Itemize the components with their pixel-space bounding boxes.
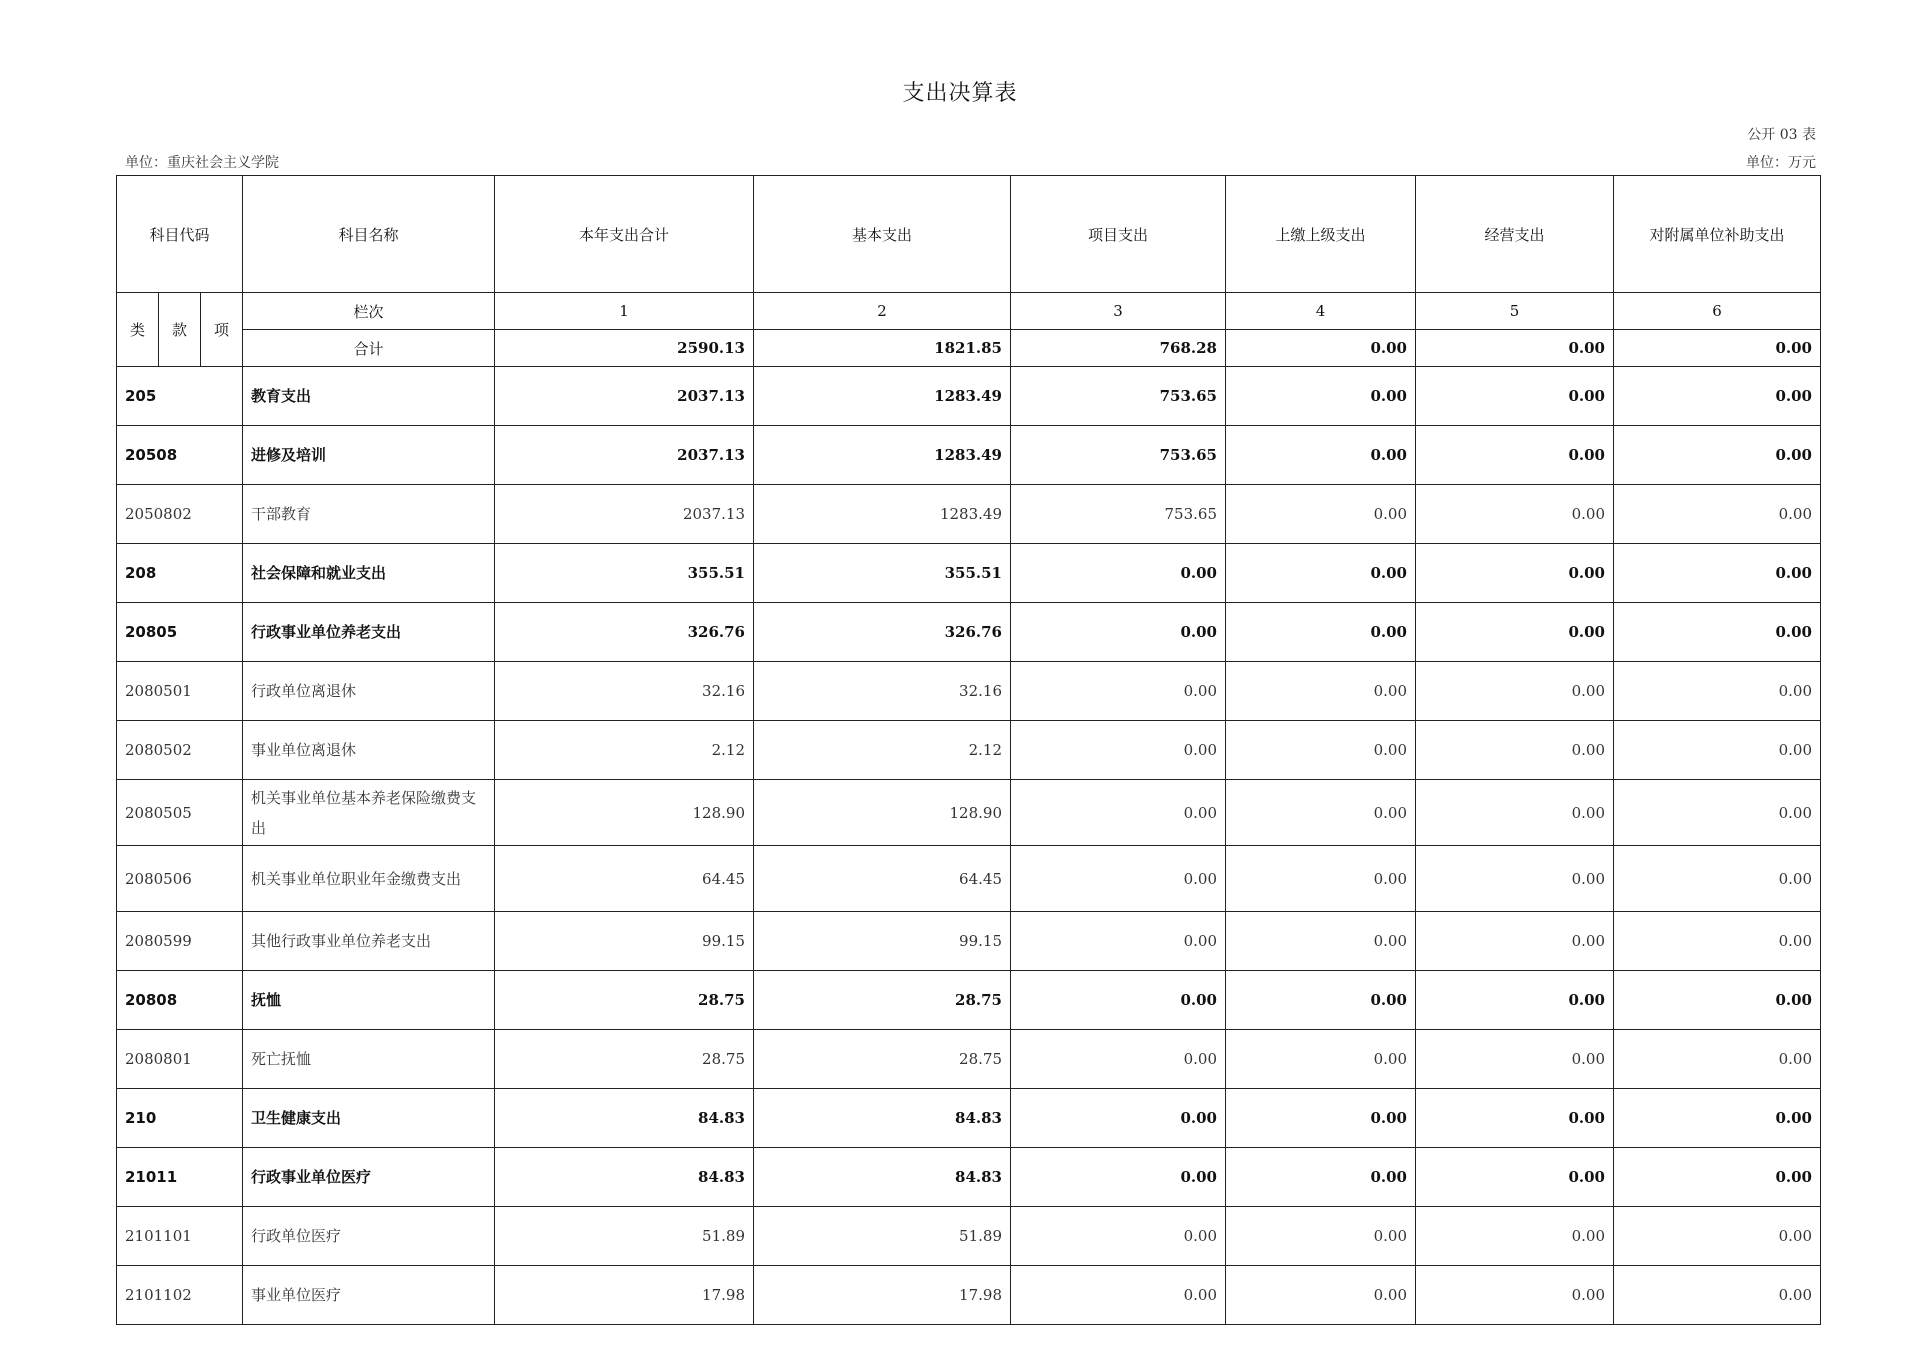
amount-cell: 0.00 — [1614, 1089, 1821, 1148]
total-row — [117, 330, 1821, 367]
column-index: 1 — [495, 293, 754, 330]
subject-code: 205 — [117, 367, 243, 426]
header-code: 科目代码 — [117, 176, 243, 293]
expenditure-table — [116, 175, 1821, 1325]
amount-cell: 84.83 — [754, 1148, 1011, 1207]
amount-cell: 2.12 — [754, 721, 1011, 780]
column-index: 3 — [1011, 293, 1226, 330]
amount-cell: 99.15 — [754, 912, 1011, 971]
amount-cell: 0.00 — [1416, 1089, 1614, 1148]
amount-cell: 0.00 — [1614, 1266, 1821, 1325]
amount-cell: 0.00 — [1226, 721, 1416, 780]
amount-cell: 0.00 — [1011, 1148, 1226, 1207]
subject-name: 机关事业单位职业年金缴费支出 — [243, 846, 495, 912]
table-row — [117, 603, 1821, 662]
subject-code: 21011 — [117, 1148, 243, 1207]
table-row — [117, 1266, 1821, 1325]
amount-cell: 0.00 — [1614, 1030, 1821, 1089]
amount-cell: 0.00 — [1614, 544, 1821, 603]
amount-cell: 0.00 — [1614, 485, 1821, 544]
amount-cell: 0.00 — [1226, 544, 1416, 603]
amount-cell: 0.00 — [1614, 721, 1821, 780]
amount-cell: 99.15 — [495, 912, 754, 971]
amount-cell: 28.75 — [754, 971, 1011, 1030]
subject-code: 2080506 — [117, 846, 243, 912]
organization-unit: 单位：重庆社会主义学院 — [125, 155, 279, 171]
amount-cell: 28.75 — [754, 1030, 1011, 1089]
subject-code: 2050802 — [117, 485, 243, 544]
amount-cell: 0.00 — [1226, 1266, 1416, 1325]
table-row — [117, 544, 1821, 603]
header-business: 经营支出 — [1416, 176, 1614, 293]
amount-cell: 0.00 — [1416, 426, 1614, 485]
amount-cell: 0.00 — [1226, 780, 1416, 846]
subject-name: 行政单位医疗 — [243, 1207, 495, 1266]
subject-name: 教育支出 — [243, 367, 495, 426]
subject-name: 进修及培训 — [243, 426, 495, 485]
subject-name: 机关事业单位基本养老保险缴费支出 — [243, 780, 495, 846]
amount-cell: 128.90 — [495, 780, 754, 846]
amount-cell: 84.83 — [754, 1089, 1011, 1148]
amount-cell: 0.00 — [1226, 846, 1416, 912]
subject-code: 20805 — [117, 603, 243, 662]
amount-cell: 32.16 — [495, 662, 754, 721]
subject-name: 行政单位离退休 — [243, 662, 495, 721]
header-upper: 上缴上级支出 — [1226, 176, 1416, 293]
amount-cell: 0.00 — [1011, 544, 1226, 603]
amount-cell: 0.00 — [1614, 662, 1821, 721]
currency-unit: 单位：万元 — [1746, 155, 1816, 171]
amount-cell: 0.00 — [1226, 1089, 1416, 1148]
amount-cell: 0.00 — [1226, 912, 1416, 971]
table-row — [117, 485, 1821, 544]
amount-cell: 0.00 — [1416, 544, 1614, 603]
amount-cell: 355.51 — [495, 544, 754, 603]
amount-cell: 0.00 — [1614, 1207, 1821, 1266]
amount-cell: 1283.49 — [754, 485, 1011, 544]
subject-code: 2080505 — [117, 780, 243, 846]
amount-cell: 0.00 — [1011, 1207, 1226, 1266]
amount-cell: 51.89 — [495, 1207, 754, 1266]
amount-cell: 0.00 — [1416, 662, 1614, 721]
amount-cell: 0.00 — [1614, 1148, 1821, 1207]
amount-cell: 0.00 — [1011, 1266, 1226, 1325]
amount-cell: 0.00 — [1226, 426, 1416, 485]
total-value: 2590.13 — [495, 330, 754, 367]
subject-code: 2080501 — [117, 662, 243, 721]
amount-cell: 32.16 — [754, 662, 1011, 721]
amount-cell: 2.12 — [495, 721, 754, 780]
amount-cell: 0.00 — [1416, 1030, 1614, 1089]
amount-cell: 2037.13 — [495, 367, 754, 426]
amount-cell: 17.98 — [495, 1266, 754, 1325]
total-value: 1821.85 — [754, 330, 1011, 367]
subject-code: 210 — [117, 1089, 243, 1148]
amount-cell: 0.00 — [1416, 1148, 1614, 1207]
amount-cell: 28.75 — [495, 971, 754, 1030]
amount-cell: 0.00 — [1226, 1148, 1416, 1207]
amount-cell: 0.00 — [1614, 426, 1821, 485]
subject-code: 2101101 — [117, 1207, 243, 1266]
header-name: 科目名称 — [243, 176, 495, 293]
table-row — [117, 1030, 1821, 1089]
amount-cell: 128.90 — [754, 780, 1011, 846]
column-index: 2 — [754, 293, 1011, 330]
header-subsidy: 对附属单位补助支出 — [1614, 176, 1821, 293]
amount-cell: 0.00 — [1226, 1030, 1416, 1089]
subject-code: 208 — [117, 544, 243, 603]
amount-cell: 51.89 — [754, 1207, 1011, 1266]
subject-name: 卫生健康支出 — [243, 1089, 495, 1148]
amount-cell: 0.00 — [1416, 912, 1614, 971]
subject-code: 2080801 — [117, 1030, 243, 1089]
amount-cell: 355.51 — [754, 544, 1011, 603]
amount-cell: 0.00 — [1226, 662, 1416, 721]
amount-cell: 0.00 — [1226, 603, 1416, 662]
column-index-row — [117, 293, 1821, 330]
subject-code: 2080599 — [117, 912, 243, 971]
column-index: 5 — [1416, 293, 1614, 330]
amount-cell: 0.00 — [1614, 780, 1821, 846]
subject-code: 2101102 — [117, 1266, 243, 1325]
amount-cell: 0.00 — [1011, 780, 1226, 846]
amount-cell: 64.45 — [495, 846, 754, 912]
amount-cell: 0.00 — [1011, 662, 1226, 721]
amount-cell: 0.00 — [1416, 780, 1614, 846]
amount-cell: 0.00 — [1614, 603, 1821, 662]
header-total: 本年支出合计 — [495, 176, 754, 293]
total-value: 0.00 — [1416, 330, 1614, 367]
amount-cell: 326.76 — [754, 603, 1011, 662]
subject-code: 20808 — [117, 971, 243, 1030]
amount-cell: 0.00 — [1226, 367, 1416, 426]
sub-header-lei: 类 — [117, 293, 159, 367]
amount-cell: 0.00 — [1416, 1207, 1614, 1266]
total-value: 0.00 — [1614, 330, 1821, 367]
header-project: 项目支出 — [1011, 176, 1226, 293]
total-value: 0.00 — [1226, 330, 1416, 367]
amount-cell: 0.00 — [1011, 971, 1226, 1030]
amount-cell: 28.75 — [495, 1030, 754, 1089]
subject-name: 其他行政事业单位养老支出 — [243, 912, 495, 971]
column-index: 6 — [1614, 293, 1821, 330]
amount-cell: 0.00 — [1011, 846, 1226, 912]
amount-cell: 0.00 — [1614, 367, 1821, 426]
table-row — [117, 1148, 1821, 1207]
amount-cell: 0.00 — [1011, 603, 1226, 662]
amount-cell: 0.00 — [1011, 721, 1226, 780]
table-row — [117, 662, 1821, 721]
amount-cell: 64.45 — [754, 846, 1011, 912]
table-row — [117, 912, 1821, 971]
table-row — [117, 846, 1821, 912]
page-title: 支出决算表 — [902, 81, 1018, 106]
amount-cell: 0.00 — [1416, 367, 1614, 426]
subject-name: 事业单位医疗 — [243, 1266, 495, 1325]
table-row — [117, 780, 1821, 846]
amount-cell: 0.00 — [1011, 1030, 1226, 1089]
table-row — [117, 721, 1821, 780]
amount-cell: 0.00 — [1416, 485, 1614, 544]
subject-name: 抚恤 — [243, 971, 495, 1030]
amount-cell: 1283.49 — [754, 426, 1011, 485]
amount-cell: 0.00 — [1416, 603, 1614, 662]
sub-header-kuan: 款 — [159, 293, 201, 367]
subject-name: 行政事业单位医疗 — [243, 1148, 495, 1207]
amount-cell: 84.83 — [495, 1089, 754, 1148]
amount-cell: 0.00 — [1614, 971, 1821, 1030]
amount-cell: 0.00 — [1416, 1266, 1614, 1325]
amount-cell: 2037.13 — [495, 485, 754, 544]
total-label: 合计 — [243, 330, 495, 367]
amount-cell: 84.83 — [495, 1148, 754, 1207]
subject-name: 干部教育 — [243, 485, 495, 544]
amount-cell: 0.00 — [1416, 846, 1614, 912]
amount-cell: 1283.49 — [754, 367, 1011, 426]
header-row — [117, 176, 1821, 293]
subject-code: 2080502 — [117, 721, 243, 780]
table-row — [117, 426, 1821, 485]
amount-cell: 0.00 — [1011, 912, 1226, 971]
amount-cell: 0.00 — [1416, 971, 1614, 1030]
column-index: 4 — [1226, 293, 1416, 330]
amount-cell: 0.00 — [1614, 912, 1821, 971]
amount-cell: 326.76 — [495, 603, 754, 662]
subject-code: 20508 — [117, 426, 243, 485]
amount-cell: 2037.13 — [495, 426, 754, 485]
form-number: 公开 03 表 — [1747, 127, 1816, 143]
subject-name: 行政事业单位养老支出 — [243, 603, 495, 662]
amount-cell: 753.65 — [1011, 426, 1226, 485]
table-row — [117, 971, 1821, 1030]
subject-name: 事业单位离退休 — [243, 721, 495, 780]
header-basic: 基本支出 — [754, 176, 1011, 293]
total-value: 768.28 — [1011, 330, 1226, 367]
table-row — [117, 367, 1821, 426]
amount-cell: 0.00 — [1226, 1207, 1416, 1266]
table-row — [117, 1089, 1821, 1148]
subject-name: 社会保障和就业支出 — [243, 544, 495, 603]
amount-cell: 0.00 — [1011, 1089, 1226, 1148]
sub-header-xiang: 项 — [201, 293, 243, 367]
amount-cell: 17.98 — [754, 1266, 1011, 1325]
table-row — [117, 1207, 1821, 1266]
amount-cell: 0.00 — [1416, 721, 1614, 780]
amount-cell: 0.00 — [1226, 971, 1416, 1030]
amount-cell: 753.65 — [1011, 485, 1226, 544]
amount-cell: 0.00 — [1614, 846, 1821, 912]
amount-cell: 0.00 — [1226, 485, 1416, 544]
column-index-label: 栏次 — [243, 293, 495, 330]
subject-name: 死亡抚恤 — [243, 1030, 495, 1089]
amount-cell: 753.65 — [1011, 367, 1226, 426]
